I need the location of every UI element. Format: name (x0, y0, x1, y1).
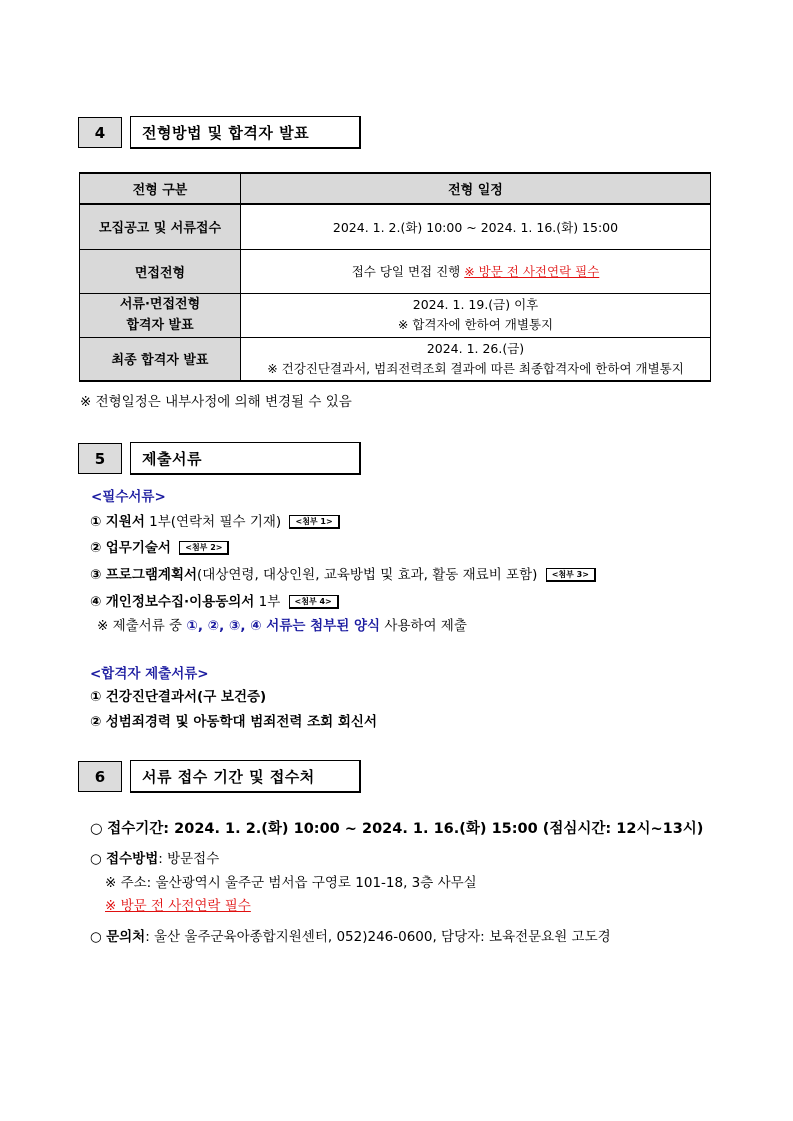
item-detail: 1부(연락처 필수 기재) (144, 514, 282, 530)
bullet-icon: ○ (90, 851, 102, 867)
item-name: 성범죄경력 및 아동학대 범죄전력 조회 회신서 (105, 714, 378, 730)
attachment-badge: <첨부 1> (289, 515, 339, 529)
contact-line (90, 925, 611, 945)
forms-note (97, 614, 467, 634)
row-label: 최종 합격자 발표 (80, 337, 241, 381)
table-row (80, 249, 711, 293)
contact-value: : 울산 울주군육아종합지원센터, 052)246-0600, 담당자: 보육전문요원 고도경 (145, 929, 611, 945)
bullet-icon: ○ (90, 929, 102, 945)
address-line: ※ 주소: 울산광역시 울주군 범서읍 구영로 101-18, 3층 사무실 (105, 875, 477, 891)
row-label-line1: 서류·면접전형 (119, 297, 201, 312)
item-name: 개인정보수집·이용동의서 (105, 594, 255, 610)
row-label (80, 293, 241, 337)
item-name: 업무기술서 (105, 540, 171, 556)
period-line (90, 817, 703, 838)
section-6-title: 서류 접수 기간 및 접수처 (130, 760, 361, 793)
passed-doc-item (90, 685, 266, 705)
item-number: ② (90, 714, 102, 730)
table-row (80, 293, 711, 337)
required-docs-heading: <필수서류> (91, 489, 166, 505)
method-value: : 방문접수 (158, 851, 220, 867)
schedule-footnote: ※ 전형일정은 내부사정에 의해 변경될 수 있음 (80, 394, 352, 410)
period-label: 접수기간 (107, 821, 164, 837)
table-header-row (80, 173, 711, 204)
announce-date: 2024. 1. 19.(금) 이후 (412, 297, 539, 312)
item-number: ③ (90, 567, 102, 583)
required-doc-item (90, 536, 229, 556)
section-6-number: 6 (78, 761, 122, 792)
section-5-number: 5 (78, 443, 122, 474)
passed-docs-heading: <합격자 제출서류> (90, 666, 209, 682)
bullet-icon: ○ (90, 821, 103, 837)
item-detail: (대상연령, 대상인원, 교육방법 및 효과, 활동 재료비 포함) (197, 567, 538, 583)
interview-text: 접수 당일 면접 진행 (351, 264, 461, 279)
final-note: ※ 건강진단결과서, 범죄전력조회 결과에 따른 최종합격자에 한하여 개별통지 (267, 360, 684, 376)
item-number: ④ (90, 594, 102, 610)
attachment-badge: <첨부 4> (289, 595, 339, 609)
forms-note-prefix: ※ 제출서류 중 (97, 618, 187, 634)
item-number: ② (90, 540, 102, 556)
schedule-table (79, 172, 711, 382)
row-value (241, 293, 711, 337)
final-date: 2024. 1. 26.(금) (426, 340, 525, 356)
item-name: 프로그램계획서 (105, 567, 198, 583)
section-4-number: 4 (78, 117, 122, 148)
attachment-badge: <첨부 3> (546, 568, 596, 582)
contact-required-note: ※ 방문 전 사전연락 필수 (464, 264, 600, 279)
item-detail: 1부 (254, 594, 281, 610)
row-label-line2: 합격자 발표 (126, 318, 194, 333)
section-4-title: 전형방법 및 합격자 발표 (130, 116, 361, 149)
row-value (241, 337, 711, 381)
row-value: 2024. 1. 2.(화) 10:00 ~ 2024. 1. 16.(화) 15:00 (241, 204, 711, 249)
forms-note-bold: ①, ②, ③, ④ 서류는 첨부된 양식 (186, 618, 381, 634)
item-name: 건강진단결과서(구 보건증) (105, 689, 267, 705)
item-name: 지원서 (105, 514, 145, 530)
table-header-schedule: 전형 일정 (241, 173, 711, 204)
row-label: 모집공고 및 서류접수 (80, 204, 241, 249)
visit-note: ※ 방문 전 사전연락 필수 (105, 898, 251, 914)
period-value: : 2024. 1. 2.(화) 10:00 ~ 2024. 1. 16.(화) 15:00 (점심시간: 12시~13시) (163, 821, 704, 837)
method-label: 접수방법 (106, 851, 159, 867)
passed-doc-item (90, 710, 377, 730)
announce-note: ※ 합격자에 한하여 개별통지 (397, 317, 554, 332)
table-row (80, 204, 711, 249)
method-line (90, 847, 219, 867)
attachment-badge: <첨부 2> (179, 541, 229, 555)
item-number: ① (90, 689, 102, 705)
required-doc-item (90, 510, 340, 530)
required-doc-item (90, 590, 339, 610)
contact-label: 문의처 (106, 929, 146, 945)
forms-note-suffix: 사용하여 제출 (380, 618, 467, 634)
item-number: ① (90, 514, 102, 530)
row-label: 면접전형 (80, 249, 241, 293)
table-row (80, 337, 711, 381)
row-value (241, 249, 711, 293)
required-doc-item (90, 563, 596, 583)
table-header-category: 전형 구분 (80, 173, 241, 204)
section-5-title: 제출서류 (130, 442, 361, 475)
